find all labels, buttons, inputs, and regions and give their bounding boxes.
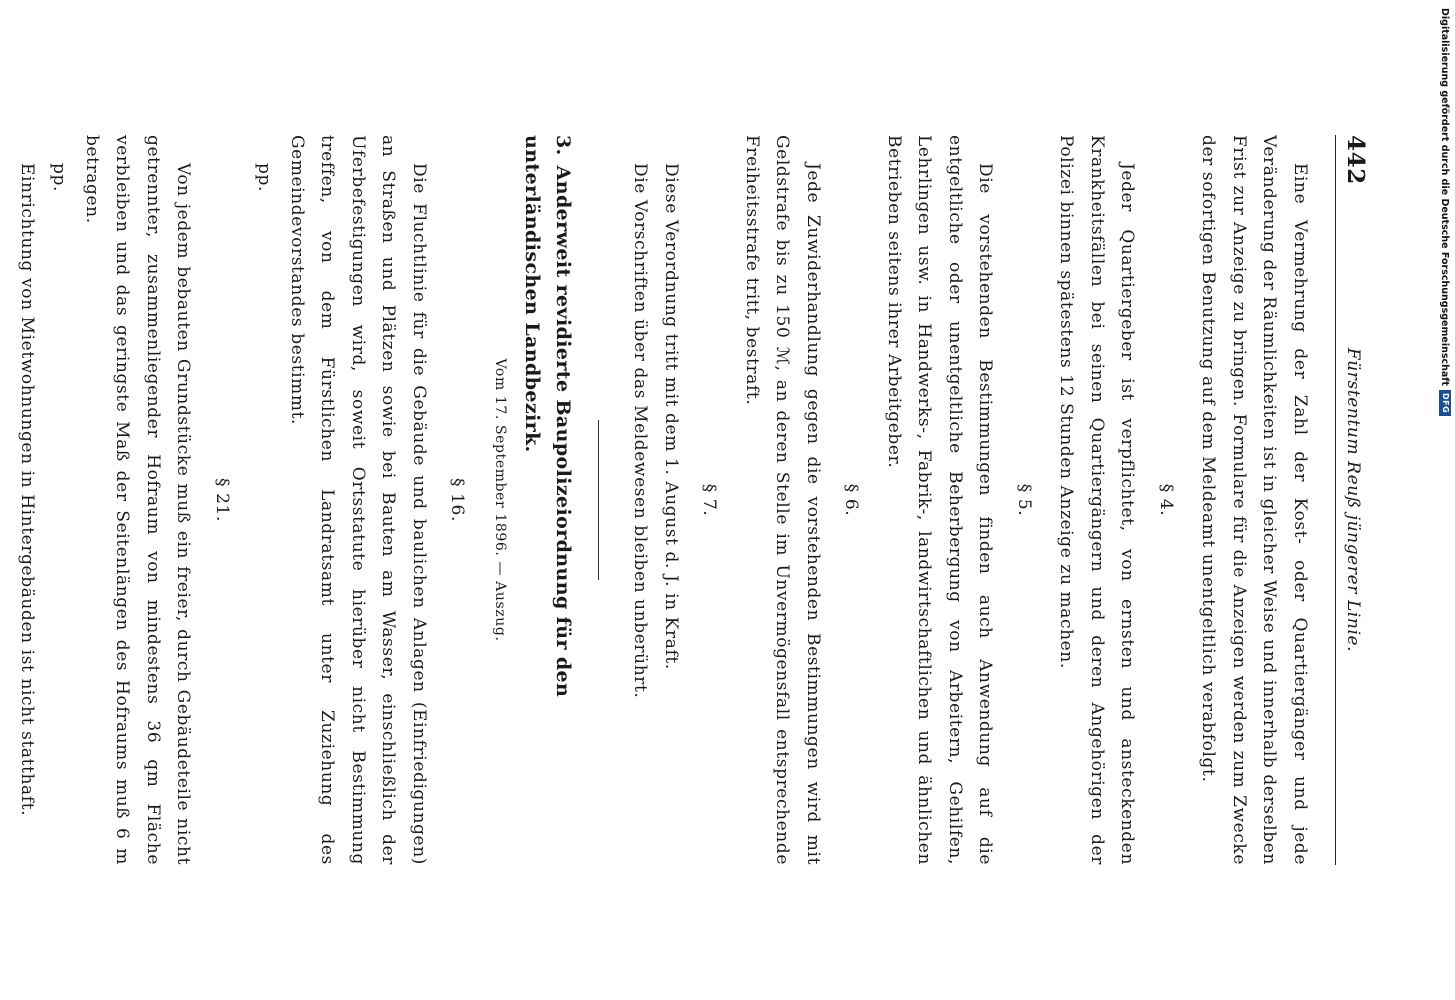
- section-text: Die Vorschriften über das Meldewesen bleiben unberührt.: [630, 163, 651, 699]
- ordinance-number: 3.: [552, 135, 574, 156]
- section-text: Die Fluchtlinie für die Gebäude und baulichen Anlagen (Einfriedigungen) an Straßen und Plätzen sowie bei Bauten am Wasser, einschließlich der Uferbefestigungen wird, soweit Ortsstatute hierüber nicht Bestimmung treffen, von dem Fürstlichen Landratsamt unter Zuziehung des Gemeindevorstandes bestimmt.: [287, 135, 429, 865]
- ordinance-heading: [517, 135, 578, 865]
- section-heading: § 6.: [841, 483, 862, 517]
- ordinance-title: Anderweit revidierte Baupolizeiordnung für den unterländischen Landbezirk.: [521, 135, 574, 698]
- ordinance-date: Vom 17. September 1896. — Auszug.: [492, 358, 508, 642]
- section-text: Einrichtung von Mietwohnungen in Hintergebäuden ist nicht statthaft.: [17, 163, 37, 817]
- section-text: Die vorstehenden Bestimmungen finden auch Anwendung auf die entgeltliche oder unentgeltliche Beherbergung von Arbeitern, Gehilfen, Lehrlingen usw. in Handwerks-, Fabrik-, landwirtschaftlichen und ähnlichen Betrieben seitens ihrer Arbeitgeber.: [884, 135, 996, 865]
- running-header: [1335, 135, 1370, 865]
- running-title: Fürstentum Reuß jüngerer Linie.: [1343, 347, 1363, 653]
- section-heading: § 21.: [212, 478, 232, 522]
- separator-rule: [598, 420, 599, 580]
- digitization-notice: [1438, 8, 1454, 448]
- section-heading: § 5.: [1014, 483, 1034, 517]
- page-number: 442: [1342, 135, 1369, 185]
- dfg-logo: DFG: [1439, 390, 1451, 416]
- section-heading: § 4.: [1156, 483, 1176, 517]
- section-text: Jeder Quartiergeber ist verpflichtet, von ernsten und ansteckenden Krankheitsfällen bei seinen Quartiergängern und deren Angehörigen der Polizei binnen spätestens 12 Stunden Anzeige zu machen.: [1056, 135, 1138, 865]
- omission-mark: pp.: [254, 163, 275, 192]
- intro-paragraph: Eine Vermehrung der Zahl der Kost- oder Quartiergänger und jede Veränderung der Räumlichkeiten ist in gleicher Weise und innerhalb derselben Frist zur Anzeige zu bringen. Formulare für die Anzeigen werden zum Zwecke der sofortigen Benutzung auf dem Meldeamt unentgeltlich verabfolgt.: [1198, 135, 1310, 865]
- section-text: Diese Verordnung tritt mit dem 1. August d. J. in Kraft.: [661, 163, 681, 670]
- section-heading: § 7.: [699, 483, 720, 517]
- section-text: Von jedem bebauten Grundstücke muß ein freier, durch Gebäudeteile nicht getrennter, zusammenliegender Hofraum von mindestens 36 qm Fläche verbleiben und das geringste Maß der Seitenlängen des Hofraums muß 6 m betragen.: [82, 135, 194, 865]
- section-heading: § 16.: [447, 478, 468, 522]
- section-text: Jede Zuwiderhandlung gegen die vorstehenden Bestimmungen wird mit Geldstrafe bis zu 150 ℳ, an deren Stelle im Unvermögensfall entsprechende Freiheitsstrafe tritt, bestraft.: [742, 135, 823, 865]
- omission-mark: pp.: [49, 163, 70, 192]
- page-content: [0, 135, 1370, 865]
- digitization-notice-text: Digitalisierung gefördert durch die Deutsche Forschungsgemeinschaft: [1439, 8, 1451, 386]
